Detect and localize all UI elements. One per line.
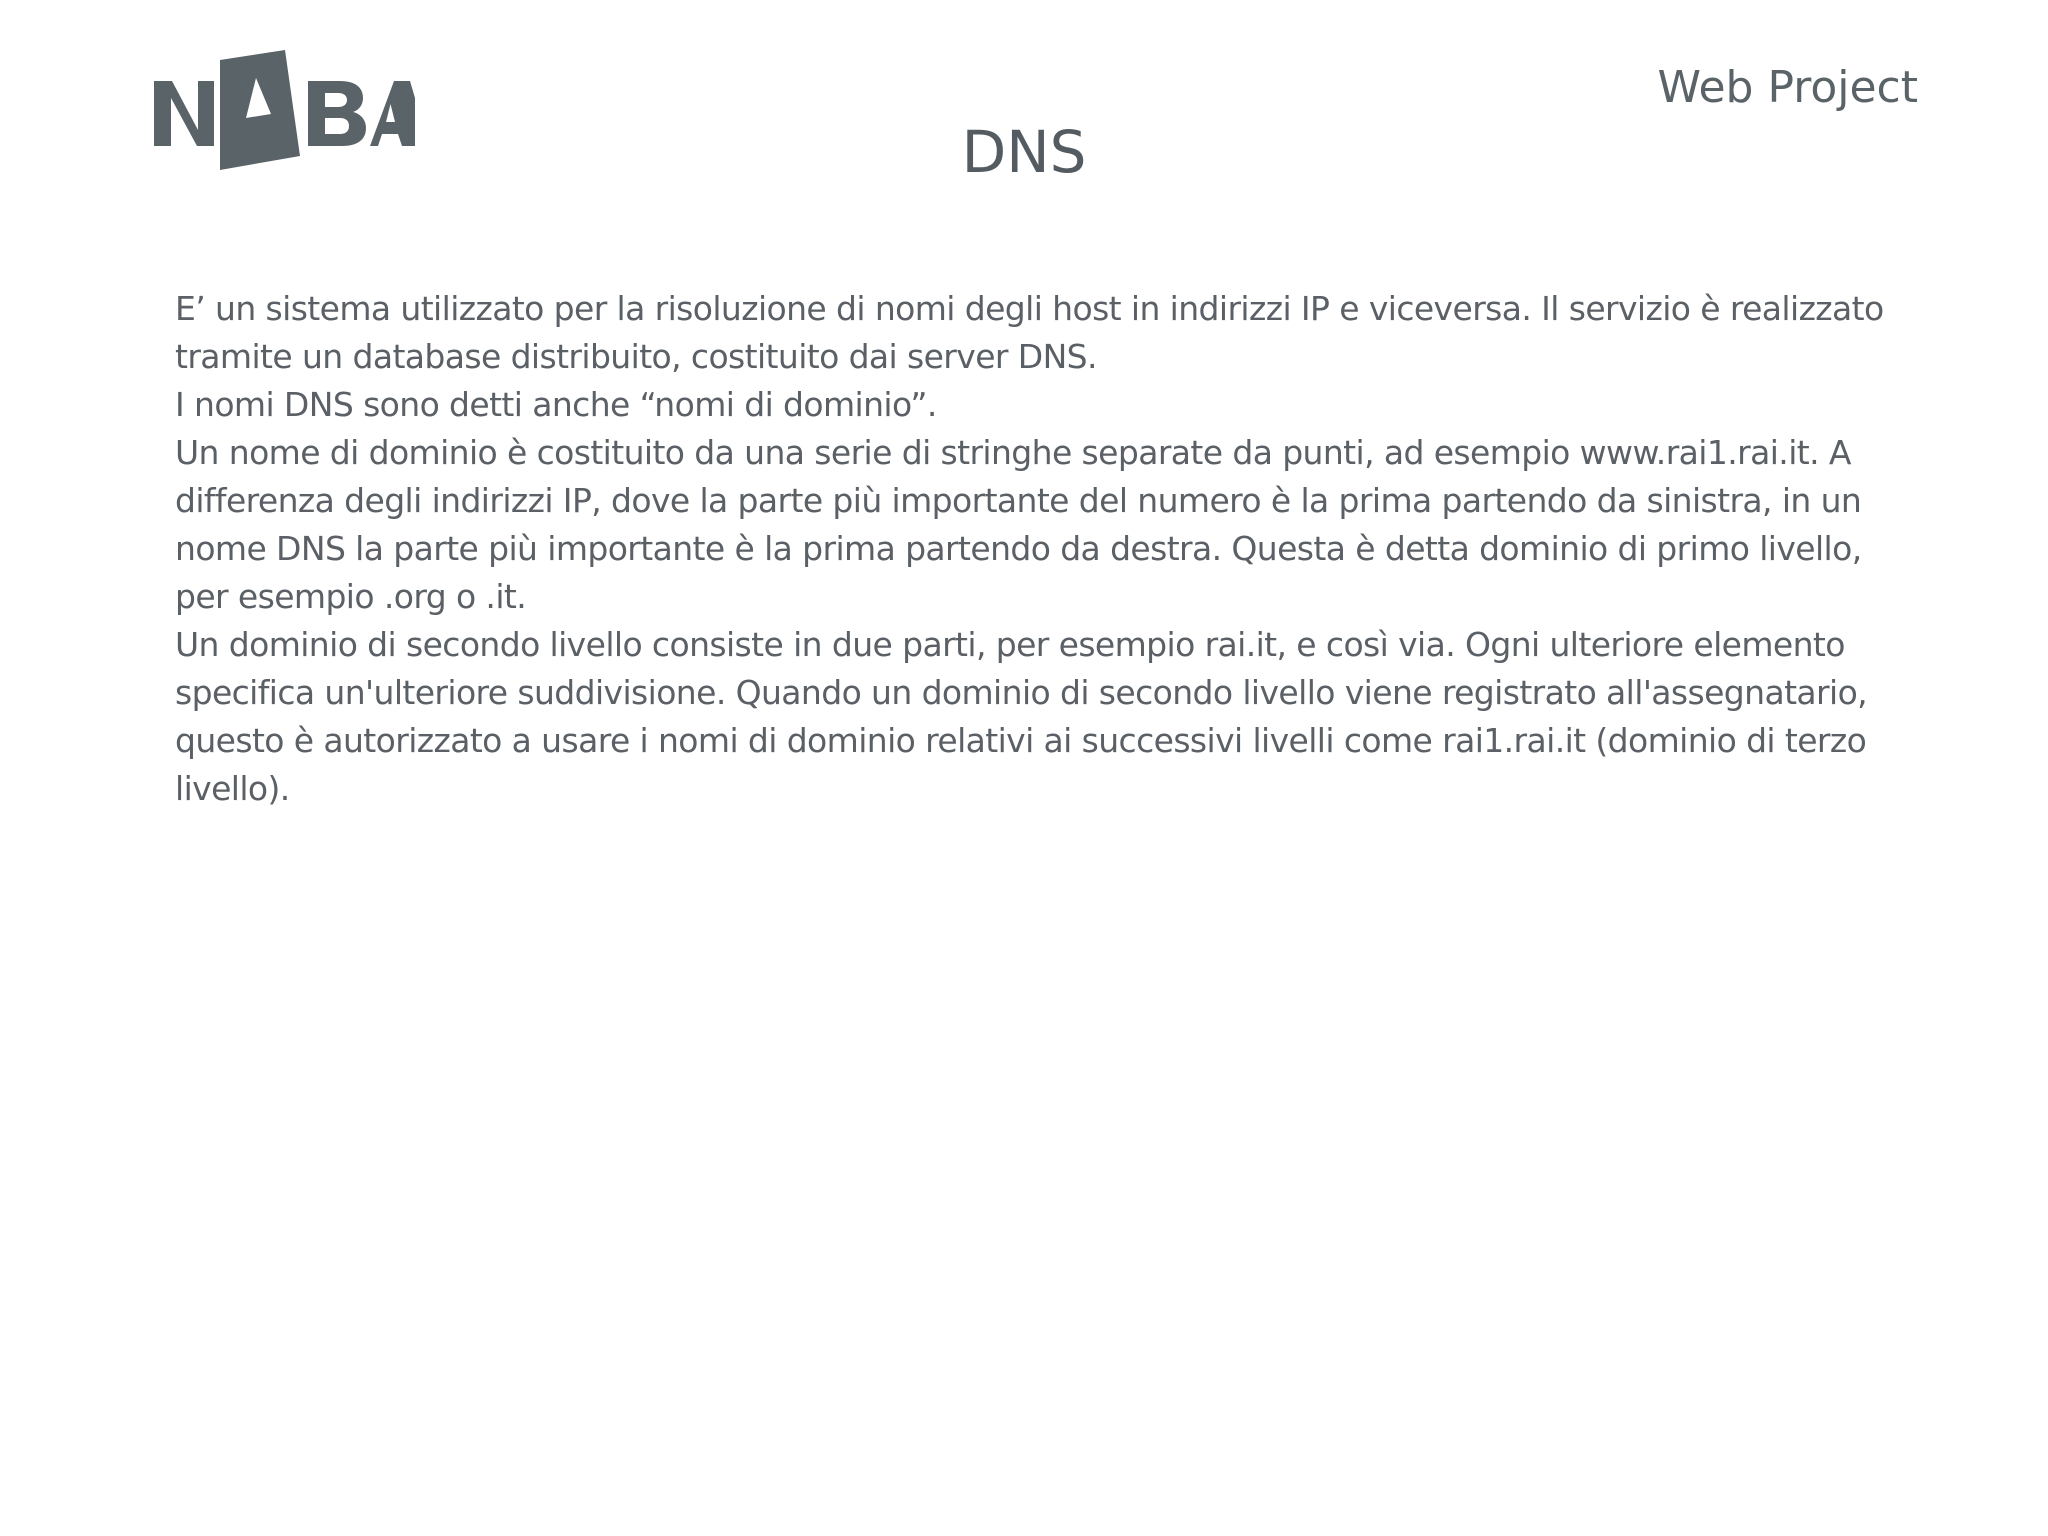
section-label: Web Project (1657, 62, 1918, 113)
slide-title: DNS (961, 118, 1087, 186)
paragraph: Un nome di dominio è costituito da una serie di stringhe separate da punti, ad esempio www.rai1.rai.it. A differenza degli indirizzi IP, dove la parte più importante del numero è la prima partendo da sinistra, in un nome DNS la parte più importante è la prima partendo da destra. Questa è detta dominio di primo livello, per esempio .org o .it. (175, 433, 1862, 616)
paragraph: I nomi DNS sono detti anche “nomi di dominio”. (175, 385, 937, 424)
paragraph: Un dominio di secondo livello consiste in due parti, per esempio rai.it, e così via. Ogni ulteriore elemento specifica un'ulteriore suddivisione. Quando un dominio di secondo livello viene registrato all'assegnatario, questo è autorizzato a usare i nomi di dominio relativi ai successivi livelli come rai1.rai.it (dominio di terzo livello). (175, 625, 1868, 808)
slide-body (175, 285, 1915, 813)
paragraph: E’ un sistema utilizzato per la risoluzione di nomi degli host in indirizzi IP e viceversa. Il servizio è realizzato tramite un database distribuito, costituito dai server DNS. (175, 289, 1884, 376)
